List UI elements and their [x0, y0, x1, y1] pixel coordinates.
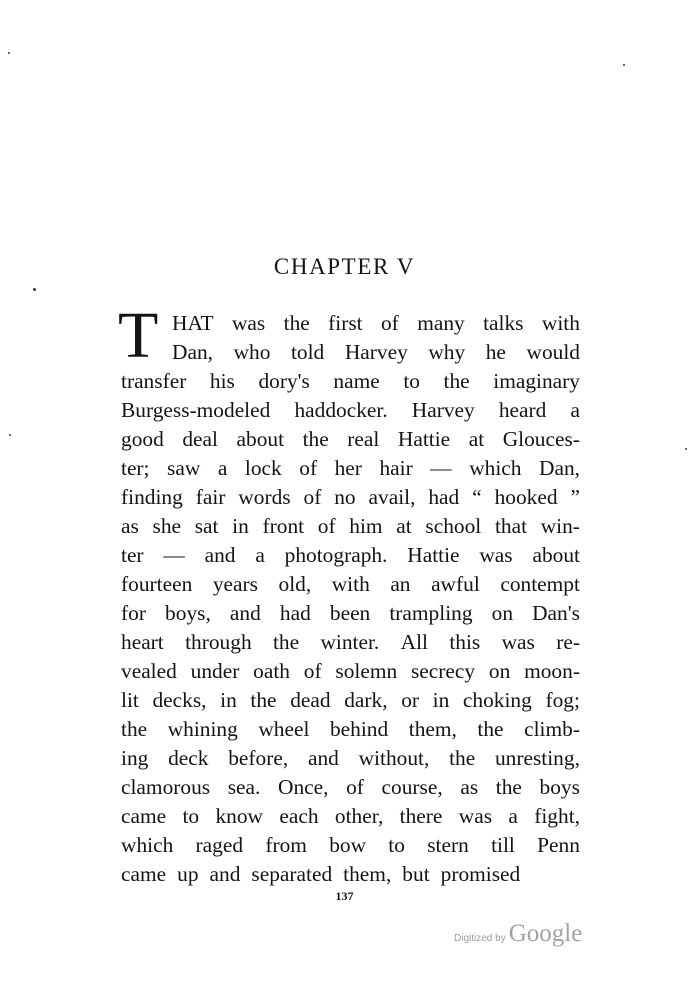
word: front [262, 514, 305, 538]
word: the [121, 717, 148, 741]
word: boys [539, 775, 580, 799]
word: first [328, 311, 363, 335]
text-line [121, 686, 580, 715]
word: decks, [152, 688, 207, 712]
text-line [121, 425, 580, 454]
word: ter [121, 543, 144, 567]
word: transfer [121, 369, 187, 393]
word: behind [329, 717, 389, 741]
word: secrecy [410, 659, 476, 683]
word: why [428, 340, 466, 364]
word: separated [251, 862, 333, 886]
word: raged [195, 833, 244, 857]
word: to [388, 833, 405, 857]
word: to [403, 369, 420, 393]
word: at [468, 427, 485, 451]
scan-speck [623, 64, 625, 66]
word: up [177, 862, 199, 886]
word: clamorous [121, 775, 211, 799]
word: the [495, 775, 522, 799]
text-line [121, 715, 580, 744]
word: about [236, 427, 285, 451]
word: — [163, 543, 185, 567]
word: with [331, 572, 370, 596]
word: many [417, 311, 465, 335]
word: had [279, 601, 311, 625]
word: trampling [389, 601, 473, 625]
word: stern [427, 833, 469, 857]
scan-speck [8, 52, 10, 54]
word: school [425, 514, 482, 538]
text-line [121, 512, 580, 541]
word: fight, [534, 804, 580, 828]
word: climb- [524, 717, 580, 741]
word: photograph. [284, 543, 388, 567]
word: his [209, 369, 235, 393]
word: Dan's [532, 601, 580, 625]
word: solemn [335, 659, 398, 683]
word: Penn [537, 833, 580, 857]
scan-speck [9, 434, 11, 436]
word: had [428, 485, 460, 509]
word: wheel [258, 717, 310, 741]
text-line [121, 628, 580, 657]
word: till [491, 833, 515, 857]
word: promised [440, 862, 521, 886]
word: told [290, 340, 325, 364]
word: or [401, 688, 420, 712]
word: an [390, 572, 411, 596]
word: years [212, 572, 258, 596]
word: deal [182, 427, 218, 451]
word: and [307, 746, 339, 770]
word: under [190, 659, 240, 683]
word: as [460, 775, 479, 799]
word: bow [329, 833, 367, 857]
word: of [380, 311, 399, 335]
text-line [121, 338, 580, 367]
word: dory's [258, 369, 310, 393]
word: was [479, 543, 513, 567]
word: re- [556, 630, 580, 654]
word: for [121, 601, 146, 625]
word: whining [167, 717, 238, 741]
word: dark, [344, 688, 388, 712]
word: which [121, 833, 174, 857]
word: fourteen [121, 572, 193, 596]
text-line [121, 831, 580, 860]
word: other, [334, 804, 384, 828]
word: and [204, 543, 236, 567]
text-line [121, 657, 580, 686]
word: been [329, 601, 371, 625]
word: and [209, 862, 241, 886]
text-line [121, 802, 580, 831]
page-number: 137 [335, 889, 354, 903]
word: choking [462, 688, 532, 712]
word: winter. [320, 630, 380, 654]
word: no [334, 485, 356, 509]
word: of [317, 514, 336, 538]
word: but [402, 862, 430, 886]
word: Once, [278, 775, 329, 799]
word: on [491, 601, 514, 625]
word: ing [121, 746, 149, 770]
word: came [121, 862, 167, 886]
word: through [185, 630, 252, 654]
word: before, [228, 746, 289, 770]
word: vealed [121, 659, 177, 683]
word: with [541, 311, 580, 335]
text-line [121, 396, 580, 425]
word: them, [343, 862, 392, 886]
word: the [477, 717, 504, 741]
word: he [485, 340, 506, 364]
word: the [272, 630, 300, 654]
word: heart [121, 630, 164, 654]
word: was [231, 311, 266, 335]
word: good [121, 427, 164, 451]
word: of [303, 485, 322, 509]
word: in [432, 688, 450, 712]
text-line [121, 744, 580, 773]
word: of [303, 659, 322, 683]
word: without, [358, 746, 430, 770]
word: a [508, 804, 518, 828]
word: about [532, 543, 580, 567]
word: real [347, 427, 380, 451]
word: awful [431, 572, 480, 596]
word: know [215, 804, 263, 828]
text-line [121, 483, 580, 512]
digitized-by-label: Digitized by [454, 933, 506, 944]
word: was [458, 804, 493, 828]
word: lit [121, 688, 139, 712]
word: who [233, 340, 271, 364]
word: boys, [165, 601, 211, 625]
word: a [255, 543, 265, 567]
word: was [501, 630, 535, 654]
word: Harvey [411, 398, 475, 422]
text-line [121, 599, 580, 628]
word: win- [540, 514, 580, 538]
word: which [469, 456, 522, 480]
word: imaginary [493, 369, 580, 393]
body-text [121, 309, 580, 889]
word: talks [483, 311, 524, 335]
word: haddocker. [294, 398, 388, 422]
word: sea. [227, 775, 261, 799]
word: hooked [494, 485, 558, 509]
word: the [283, 311, 310, 335]
word: in [220, 688, 237, 712]
word: Dan, [172, 340, 213, 364]
drop-cap-letter: T [118, 299, 159, 372]
digitized-by-watermark [454, 920, 582, 948]
word: unresting, [494, 746, 580, 770]
word: finding [121, 485, 183, 509]
scan-speck [685, 448, 687, 450]
word: this [449, 630, 481, 654]
chapter-heading: CHAPTER V [273, 254, 416, 279]
word: words [238, 485, 291, 509]
word: as [121, 514, 139, 538]
word: a [217, 456, 228, 480]
word: course, [381, 775, 443, 799]
word: moon- [524, 659, 580, 683]
word: the [443, 369, 470, 393]
word: fog; [545, 688, 580, 712]
word: the [250, 688, 277, 712]
word: ter; [121, 456, 150, 480]
word: contempt [500, 572, 580, 596]
word: HAT [172, 311, 214, 335]
word: oath [253, 659, 290, 683]
text-line [121, 860, 580, 889]
text-line [121, 541, 580, 570]
word: avail, [368, 485, 416, 509]
word: on [488, 659, 511, 683]
word: heard [498, 398, 547, 422]
google-logo: Google [508, 920, 583, 947]
word: at [396, 514, 412, 538]
word: each [279, 804, 319, 828]
word: Burgess-modeled [121, 398, 271, 422]
word: she [152, 514, 182, 538]
word: saw [167, 456, 201, 480]
word: hair [379, 456, 413, 480]
text-line [121, 309, 580, 338]
word: Dan, [539, 456, 580, 480]
word: Hattie [397, 427, 451, 451]
word: Hattie [407, 543, 460, 567]
word: that [494, 514, 528, 538]
word: her [334, 456, 362, 480]
word: Glouces- [502, 427, 580, 451]
word: from [265, 833, 307, 857]
scan-speck [33, 288, 36, 291]
text-line [121, 454, 580, 483]
word: fair [195, 485, 226, 509]
word: of [346, 775, 364, 799]
word: the [302, 427, 329, 451]
word: deck [168, 746, 209, 770]
word: the [449, 746, 476, 770]
word: Harvey [344, 340, 408, 364]
word: to [182, 804, 200, 828]
word: would [526, 340, 580, 364]
word: dead [290, 688, 331, 712]
word: sat [194, 514, 219, 538]
word: — [430, 456, 452, 480]
word: of [299, 456, 318, 480]
text-line [121, 367, 580, 396]
word: “ [472, 485, 482, 509]
word: ” [570, 485, 580, 509]
word: name [333, 369, 380, 393]
word: and [229, 601, 261, 625]
word: there [399, 804, 443, 828]
word: lock [244, 456, 282, 480]
text-line [121, 773, 580, 802]
word: came [121, 804, 167, 828]
word: All [400, 630, 428, 654]
text-line [121, 570, 580, 599]
word: them, [408, 717, 457, 741]
word: him [349, 514, 383, 538]
word: old, [278, 572, 312, 596]
word: in [232, 514, 249, 538]
word: a [570, 398, 580, 422]
